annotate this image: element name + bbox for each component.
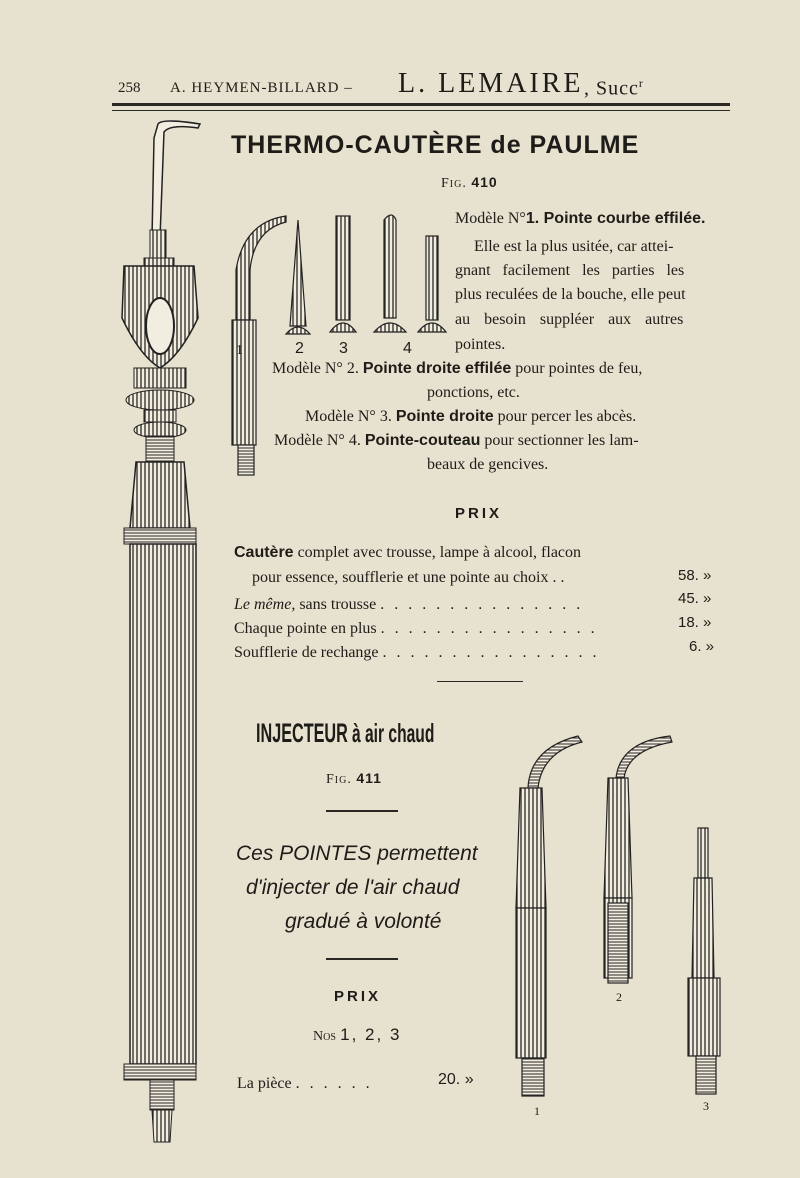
- successor-name: L. LEMAIRE: [398, 68, 584, 99]
- injector-tips-illustration: [508, 728, 728, 1108]
- model-4-line-2: beaux de gencives.: [427, 456, 549, 473]
- prix-heading-2: PRIX: [334, 988, 382, 1005]
- page-number: 258: [118, 80, 141, 96]
- model-2-line-2: ponctions, etc.: [427, 384, 520, 401]
- model-1-line-1: Elle est la plus usitée, car attei-: [474, 238, 674, 255]
- model-1-heading: Modèle N°1. Pointe courbe effilée.: [455, 210, 706, 227]
- thermo-cautery-title: THERMO-CAUTÈRE de PAULME: [231, 131, 640, 159]
- price-row-4-amount: 6. »: [689, 638, 715, 655]
- injector-text-1: Ces POINTES permettent: [236, 842, 478, 865]
- injector-text-2: d'injecter de l'air chaud: [246, 876, 460, 899]
- tip-number-3: 3: [339, 340, 348, 357]
- price-row-1-line-2: pour essence, soufflerie et une pointe au choix . .: [252, 569, 565, 586]
- price-row-1-amount: 58. »: [678, 567, 712, 584]
- injector-text-3: gradué à volonté: [285, 910, 442, 933]
- tip-number-2: 2: [295, 340, 304, 357]
- thermo-cautery-illustration: [120, 118, 220, 1148]
- price-row-3-label: Chaque pointe en plus . . . . . . . . . . . . . . . .: [234, 620, 598, 637]
- model-1-line-4: au besoin suppléer aux autres: [455, 311, 684, 328]
- model-4-line: Modèle N° 4. Pointe-couteau pour sectionner les lam-: [274, 432, 639, 449]
- price-row-3-amount: 18. »: [678, 614, 712, 631]
- injector-tip-1-number: 1: [534, 1104, 540, 1118]
- fig-411-caption: Fig. 411: [326, 770, 382, 787]
- injector-tip-3-number: 3: [703, 1099, 709, 1113]
- injector-tip-2-number: 2: [616, 990, 622, 1004]
- tip-number-1: 1: [236, 343, 243, 358]
- model-2-line: Modèle N° 2. Pointe droite effilée pour pointes de feu,: [272, 360, 643, 377]
- header-rule-thick: [112, 103, 730, 106]
- price-row-1-line-1: Cautère complet avec trousse, lampe à alcool, flacon: [234, 544, 582, 561]
- injector-price-amount: 20. »: [438, 1071, 474, 1088]
- model-3-line: Modèle N° 3. Pointe droite pour percer les abcès.: [305, 408, 637, 425]
- injector-title: INJECTEUR à air chaud: [256, 718, 435, 748]
- prix-heading-1: PRIX: [455, 505, 503, 522]
- price-row-4-label: Soufflerie de rechange . . . . . . . . . . . . . . . .: [234, 644, 600, 661]
- injector-rule-1: [326, 810, 398, 812]
- successor-suffix: , Succ$^r$: [584, 76, 644, 100]
- model-1-line-2: gnant facilement les parties les: [455, 262, 685, 279]
- publisher-name: A. HEYMEN-BILLARD –: [170, 80, 353, 96]
- injector-rule-2: [326, 958, 398, 960]
- fig-410-caption: Fig. 410: [441, 174, 498, 191]
- injector-numbers: Nos 1, 2, 3: [313, 1025, 402, 1044]
- model-1-line-3: plus reculées de la bouche, elle peut: [455, 286, 686, 303]
- tip-number-4: 4: [403, 340, 412, 357]
- header-rule-thin: [112, 110, 730, 111]
- price-row-2-amount: 45. »: [678, 590, 712, 607]
- model-1-line-5: pointes.: [455, 336, 506, 353]
- section-divider: [437, 681, 523, 682]
- price-row-2-label: Le même, sans trousse . . . . . . . . . . . . . . .: [234, 596, 584, 613]
- injector-price-label: La pièce . . . . . .: [237, 1075, 373, 1092]
